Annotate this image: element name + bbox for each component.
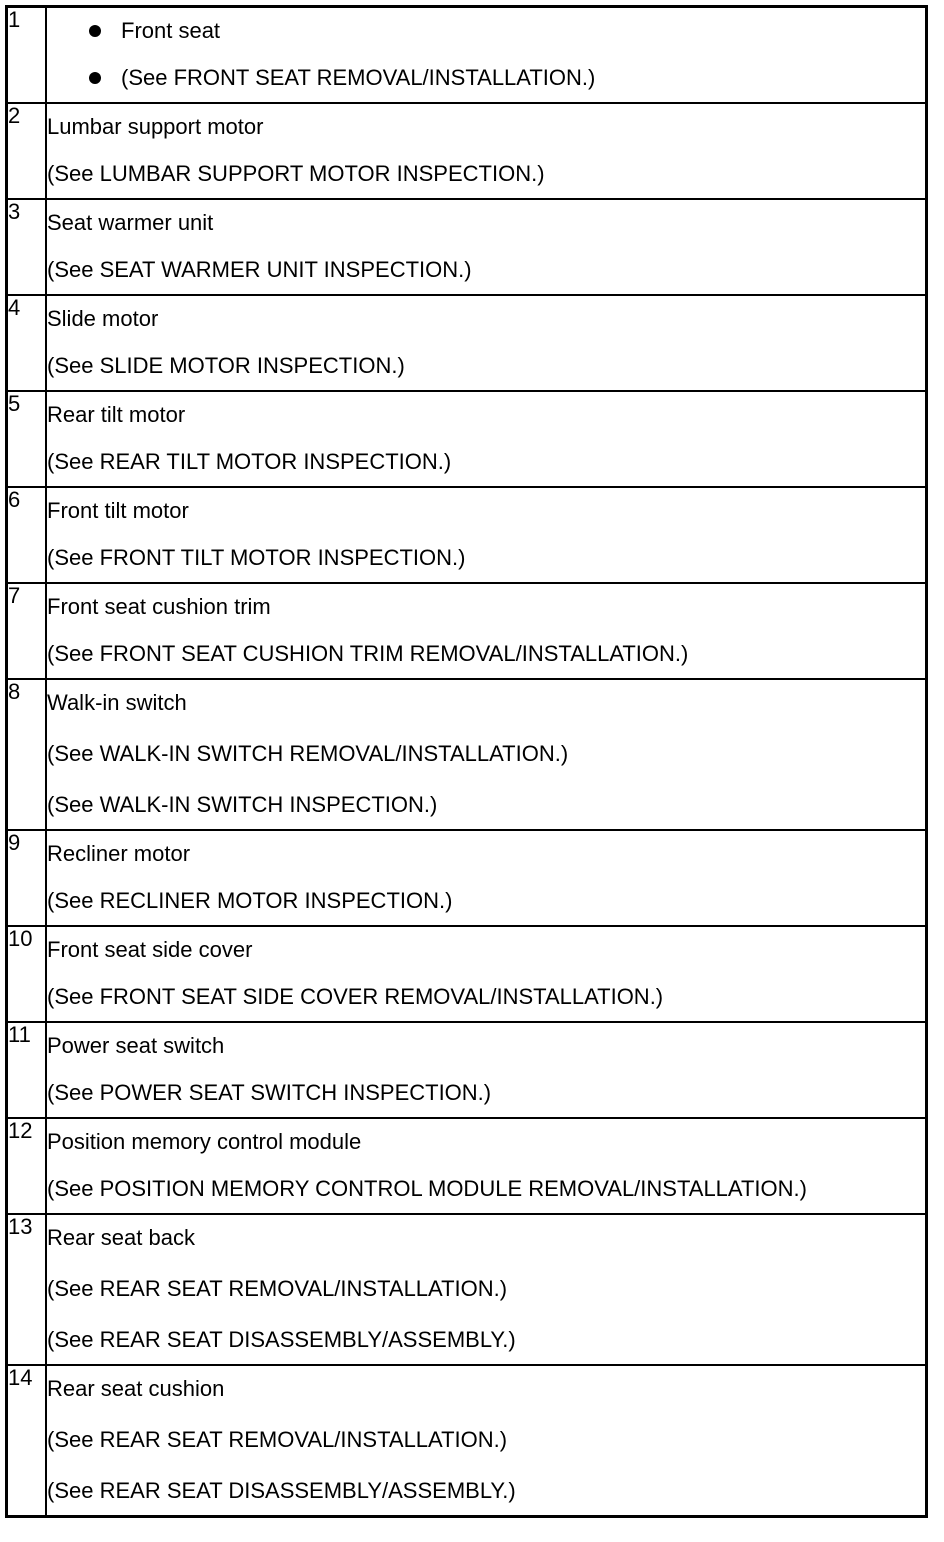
step-number: 6 (8, 487, 46, 583)
step-number: 1 (8, 8, 46, 103)
step-content (46, 391, 925, 487)
table-row (8, 199, 925, 295)
step-title: Position memory control module (47, 1129, 362, 1154)
step-content (46, 295, 925, 391)
step-title: Lumbar support motor (47, 114, 264, 139)
step-content (46, 8, 925, 103)
table-row (8, 926, 925, 1022)
step-number: 10 (8, 926, 46, 1022)
step-title: Front tilt motor (47, 498, 189, 523)
table-row (8, 103, 925, 199)
step-number: 11 (8, 1022, 46, 1118)
step-content (46, 199, 925, 295)
step-content (46, 1022, 925, 1118)
table-row (8, 1214, 925, 1365)
step-reference-link[interactable]: (See SEAT WARMER UNIT INSPECTION.) (47, 257, 472, 282)
table-row (8, 583, 925, 679)
step-title: Walk-in switch (47, 690, 187, 715)
step-reference-link[interactable]: (See FRONT TILT MOTOR INSPECTION.) (47, 545, 466, 570)
table-row (8, 1022, 925, 1118)
step-title: Rear seat back (47, 1225, 195, 1250)
step-reference-link[interactable]: (See REAR SEAT REMOVAL/INSTALLATION.) (47, 1276, 508, 1301)
step-content (46, 487, 925, 583)
step-number: 9 (8, 830, 46, 926)
step-title: Rear tilt motor (47, 402, 186, 427)
steps-table (8, 8, 925, 1515)
step-number: 3 (8, 199, 46, 295)
step-title: Front seat (121, 18, 221, 43)
step-content (46, 1214, 925, 1365)
step-reference-link[interactable]: (See FRONT SEAT SIDE COVER REMOVAL/INSTALLATION.) (47, 984, 664, 1009)
step-number: 14 (8, 1365, 46, 1515)
step-number: 5 (8, 391, 46, 487)
step-reference-link[interactable]: (See WALK-IN SWITCH INSPECTION.) (47, 792, 438, 817)
table-row (8, 679, 925, 830)
steps-table-body (8, 8, 925, 1515)
step-number: 12 (8, 1118, 46, 1214)
step-title: Front seat side cover (47, 937, 253, 962)
step-content (46, 583, 925, 679)
step-number: 7 (8, 583, 46, 679)
step-reference-link[interactable]: (See POSITION MEMORY CONTROL MODULE REMOVAL/INSTALLATION.) (47, 1176, 807, 1201)
table-row (8, 391, 925, 487)
step-title: Front seat cushion trim (47, 594, 271, 619)
table-row (8, 487, 925, 583)
step-reference-link[interactable]: (See REAR SEAT DISASSEMBLY/ASSEMBLY.) (47, 1478, 516, 1503)
step-reference-link[interactable]: (See SLIDE MOTOR INSPECTION.) (47, 353, 405, 378)
step-number: 13 (8, 1214, 46, 1365)
step-reference-link[interactable]: (See RECLINER MOTOR INSPECTION.) (47, 888, 453, 913)
step-number: 4 (8, 295, 46, 391)
table-row (8, 1365, 925, 1515)
step-number: 2 (8, 103, 46, 199)
procedure-table (5, 5, 928, 1518)
step-content (46, 679, 925, 830)
step-content (46, 926, 925, 1022)
table-row (8, 8, 925, 103)
step-reference-link[interactable]: (See REAR TILT MOTOR INSPECTION.) (47, 449, 452, 474)
step-content (46, 1365, 925, 1515)
step-reference-link[interactable]: (See WALK-IN SWITCH REMOVAL/INSTALLATION.) (47, 741, 569, 766)
step-content (46, 1118, 925, 1214)
step-bullet-line (47, 54, 925, 102)
bullet-icon (89, 72, 101, 84)
step-reference-link[interactable]: (See REAR SEAT REMOVAL/INSTALLATION.) (47, 1427, 508, 1452)
step-title: Rear seat cushion (47, 1376, 225, 1401)
step-content (46, 103, 925, 199)
step-reference-link[interactable]: (See POWER SEAT SWITCH INSPECTION.) (47, 1080, 492, 1105)
table-row (8, 1118, 925, 1214)
step-reference-link[interactable]: (See LUMBAR SUPPORT MOTOR INSPECTION.) (47, 161, 545, 186)
step-content (46, 830, 925, 926)
step-title: Power seat switch (47, 1033, 225, 1058)
bullet-icon (89, 25, 101, 37)
step-title: Recliner motor (47, 841, 191, 866)
step-title: Slide motor (47, 306, 159, 331)
step-reference-link[interactable]: (See FRONT SEAT CUSHION TRIM REMOVAL/INSTALLATION.) (47, 641, 689, 666)
step-title: Seat warmer unit (47, 210, 214, 235)
table-row (8, 830, 925, 926)
step-reference-link[interactable]: (See REAR SEAT DISASSEMBLY/ASSEMBLY.) (47, 1327, 516, 1352)
step-bullet-line (47, 8, 925, 54)
table-row (8, 295, 925, 391)
step-number: 8 (8, 679, 46, 830)
step-reference-link[interactable]: (See FRONT SEAT REMOVAL/INSTALLATION.) (121, 65, 596, 90)
